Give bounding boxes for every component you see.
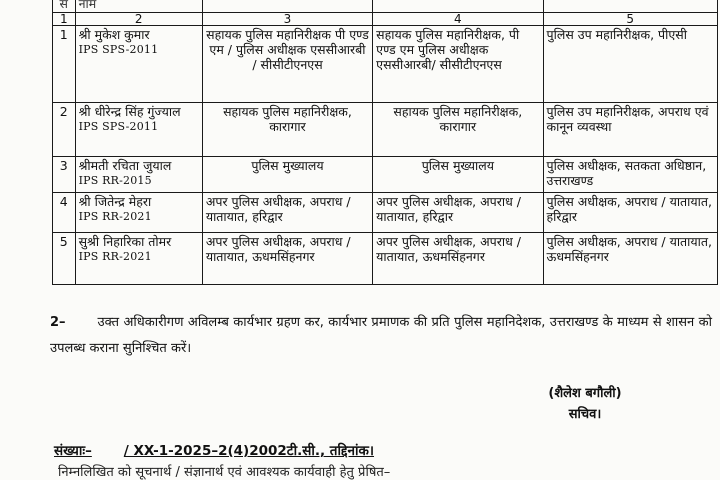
table-row — [53, 233, 718, 285]
officer-cell — [75, 26, 202, 103]
current-posting: सहायक पुलिस महानिरीक्षक पी एण्ड एम / पुलिस अधीक्षक एससीआरबी / सीसीटीएनएस — [202, 26, 372, 103]
column-number: 5 — [543, 13, 718, 26]
table-row — [53, 157, 718, 193]
officer-name: श्रीमती रचिता जुयाल — [78, 158, 172, 173]
paragraph-number: 2– — [50, 315, 66, 330]
officer-cell — [75, 157, 202, 193]
officer-service: IPS SPS-2011 — [78, 120, 159, 133]
copy-forward-line: निम्नलिखित को सूचनार्थ / संज्ञानार्थ एवं आवश्यक कार्यवाही हेतु प्रेषित– — [58, 465, 391, 480]
new-posting: पुलिस अधीक्षक, अपराध / यातायात, हरिद्वार — [543, 193, 718, 233]
reference-number: / XX-1-2025–2(4)2002टी.सी., तद्दिनांक। — [123, 443, 375, 459]
officer-service: IPS SPS-2011 — [78, 43, 159, 56]
signatory-name: (शैलेश बगौली) — [548, 386, 622, 401]
officer-cell — [75, 193, 202, 233]
serial-number: 1 — [53, 26, 76, 103]
column-number: 4 — [373, 13, 543, 26]
transfer-table — [52, 0, 718, 285]
current-posting-detail: सहायक पुलिस महानिरीक्षक, पी एण्ड एम पुलिस अधीक्षक एससीआरबी/ सीसीटीएनएस — [373, 26, 543, 103]
reference-line — [54, 441, 374, 459]
reference-label: संख्याः– — [54, 443, 92, 459]
officer-service: IPS RR-2021 — [78, 210, 152, 223]
officer-service: IPS RR-2021 — [78, 250, 152, 263]
table-cut-header-row — [53, 0, 718, 13]
current-posting: पुलिस मुख्यालय — [202, 157, 372, 193]
signature-block — [505, 383, 665, 425]
serial-number: 5 — [53, 233, 76, 285]
signatory-designation: सचिव। — [568, 407, 602, 422]
instruction-paragraph — [50, 310, 712, 362]
current-posting-detail: अपर पुलिस अधीक्षक, अपराध / यातायात, ऊधमसिंहनगर — [373, 233, 543, 285]
serial-number: 3 — [53, 157, 76, 193]
name-heading-fragment: नाम — [75, 0, 202, 13]
officer-cell — [75, 103, 202, 157]
current-posting: सहायक पुलिस महानिरीक्षक, कारागार — [202, 103, 372, 157]
serial-number: 4 — [53, 193, 76, 233]
serial-number: 2 — [53, 103, 76, 157]
officer-cell — [75, 233, 202, 285]
table-row — [53, 103, 718, 157]
officer-name: श्री मुकेश कुमार — [78, 27, 150, 42]
new-posting: पुलिस उप महानिरीक्षक, पीएसी — [543, 26, 718, 103]
current-posting-detail: अपर पुलिस अधीक्षक, अपराध / यातायात, हरिद्वार — [373, 193, 543, 233]
column-number: 1 — [53, 13, 76, 26]
current-posting-detail: सहायक पुलिस महानिरीक्षक, कारागार — [373, 103, 543, 157]
officer-name: सुश्री निहारिका तोमर — [78, 234, 172, 249]
table-row — [53, 193, 718, 233]
paragraph-text: उक्त अधिकारीगण अविलम्ब कार्यभार ग्रहण कर, कार्यभार प्रमाणक की प्रति पुलिस महानिदेशक, उत्तराखण्ड के माध्यम से शासन को उपलब्ध कराना सुनिश्चित करें। — [50, 315, 712, 356]
column-number: 2 — [75, 13, 202, 26]
officer-service: IPS RR-2015 — [78, 174, 152, 187]
new-posting: पुलिस अधीक्षक, सतकता अधिष्ठान, उत्तराखण्ड — [543, 157, 718, 193]
current-posting-detail: पुलिस मुख्यालय — [373, 157, 543, 193]
column-number-row — [53, 13, 718, 26]
table-row — [53, 26, 718, 103]
officer-name: श्री जितेन्द्र मेहरा — [78, 194, 152, 209]
sn-heading-fragment: स — [53, 0, 76, 13]
current-posting: अपर पुलिस अधीक्षक, अपराध / यातायात, ऊधमसिंहनगर — [202, 233, 372, 285]
new-posting: पुलिस अधीक्षक, अपराध / यातायात, ऊधमसिंहनगर — [543, 233, 718, 285]
current-posting: अपर पुलिस अधीक्षक, अपराध / यातायात, हरिद्वार — [202, 193, 372, 233]
officer-name: श्री धीरेन्द्र सिंह गुंज्याल — [78, 104, 181, 119]
new-posting: पुलिस उप महानिरीक्षक, अपराध एवं कानून व्यवस्था — [543, 103, 718, 157]
column-number: 3 — [202, 13, 372, 26]
